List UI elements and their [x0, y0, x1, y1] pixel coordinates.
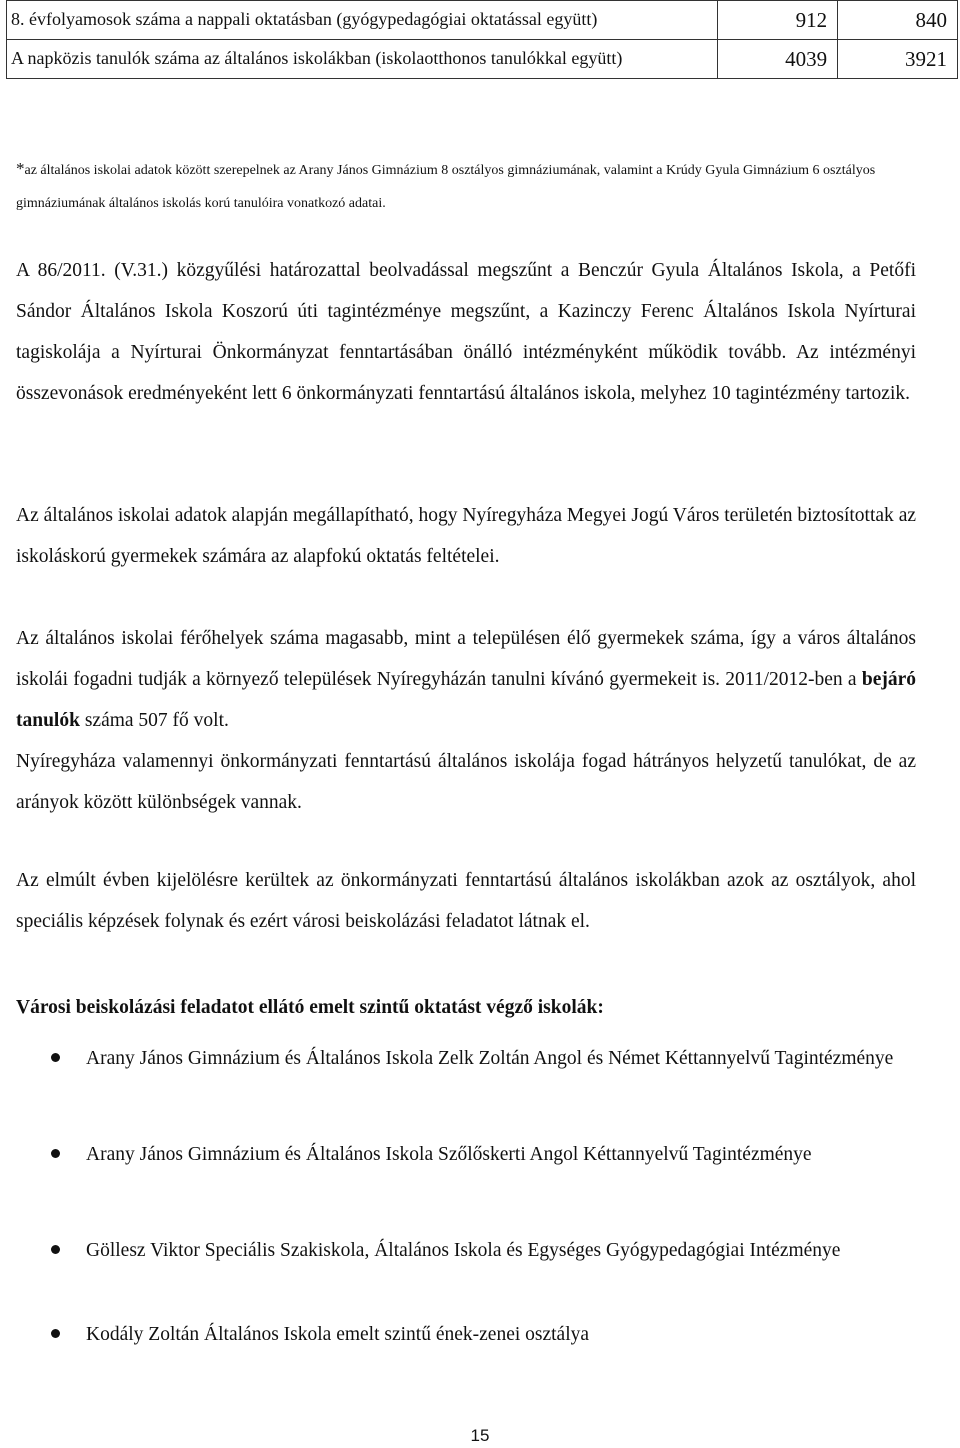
table-footnote	[16, 152, 916, 220]
bullet-icon	[51, 1329, 60, 1338]
paragraph-capacity	[16, 618, 916, 741]
bullet-icon	[51, 1053, 60, 1062]
paragraph-merger: A 86/2011. (V.31.) közgyűlési határozattal beolvadással megszűnt a Benczúr Gyula Általános Iskola, a Petőfi Sándor Általános Iskola Koszorú úti tagintézménye megszűnt, a Kazinczy Ferenc Általános Iskola Nyírturai tagiskolája a Nyírturai Önkormányzat fenntartásában önálló intézményként működik tovább. Az intézményi összevonások eredményeként lett 6 önkormányzati fenntartású általános iskola, melyhez 10 tagintézmény tartozik.	[16, 260, 916, 404]
row-label: 8. évfolyamosok száma a nappali oktatásban (gyógypedagógiai oktatással együtt)	[7, 1, 718, 40]
school-name: Arany János Gimnázium és Általános Iskola Szőlőskerti Angol Kéttannyelvű Tagintézménye	[86, 1144, 812, 1165]
list-item	[86, 1230, 926, 1271]
footnote-marker: *	[16, 159, 25, 178]
list-item	[86, 1038, 926, 1079]
table-row	[7, 40, 958, 79]
row-value-1	[718, 40, 838, 79]
school-name: Kodály Zoltán Általános Iskola emelt szintű ének-zenei osztálya	[86, 1324, 590, 1345]
cell-value: 840	[915, 8, 947, 32]
paragraph-conditions: Az általános iskolai adatok alapján megállapítható, hogy Nyíregyháza Megyei Jogú Város területén biztosítottak az iskoláskorú gyermekek számára az alapfokú oktatás feltételei.	[16, 505, 916, 567]
cell-value: 3921	[905, 47, 947, 71]
commuting-students-term: bejáró tanulók	[16, 669, 916, 731]
page-number: 15	[470, 1426, 490, 1445]
list-item	[86, 1314, 926, 1355]
row-value-2	[838, 1, 958, 40]
schools-heading: Városi beiskolázási feladatot ellátó emelt szintű oktatást végző iskolák:	[16, 997, 604, 1018]
school-name: Göllesz Viktor Speciális Szakiskola, Általános Iskola és Egységes Gyógypedagógiai Intézménye	[86, 1240, 841, 1261]
row-label: A napközis tanulók száma az általános iskolákban (iskolaotthonos tanulókkal együtt)	[7, 40, 718, 79]
table-row	[7, 1, 958, 40]
cell-value: 912	[795, 8, 828, 32]
row-value-2	[838, 40, 958, 79]
paragraph-disadvantaged: Nyíregyháza valamennyi önkormányzati fenntartású általános iskolája fogad hátrányos helyzetű tanulókat, de az arányok között különbségek vannak.	[16, 751, 916, 813]
paragraph-special-classes: Az elmúlt évben kijelölésre kerültek az önkormányzati fenntartású általános iskolákban azok az osztályok, ahol speciális képzések folynak és ezért városi beiskolázási feladatot látnak el.	[16, 870, 916, 932]
bullet-icon	[51, 1245, 60, 1254]
row-value-1	[718, 1, 838, 40]
capacity-text: Az általános iskolai férőhelyek száma magasabb, mint a településen élő gyermekek száma, így a város általános iskolái fogadni tudják a környező települések Nyíregyházán tanulni kívánó gyermekeit is. 2011/2012-ben a	[16, 628, 916, 690]
footnote-text: az általános iskolai adatok között szerepelnek az Arany János Gimnázium 8 osztályos gimnáziumának, valamint a Krúdy Gyula Gimnázium 6 osztályos gimnáziumának általános iskolás korú tanulóira vonatkozó adatai.	[16, 163, 876, 211]
cell-value: 4039	[785, 47, 828, 71]
capacity-count: száma 507 fő volt.	[79, 710, 229, 731]
statistics-table	[6, 0, 958, 79]
school-name: Arany János Gimnázium és Általános Iskola Zelk Zoltán Angol és Német Kéttannyelvű Tagintézménye	[86, 1048, 894, 1069]
bullet-icon	[51, 1149, 60, 1158]
list-item	[86, 1134, 926, 1175]
